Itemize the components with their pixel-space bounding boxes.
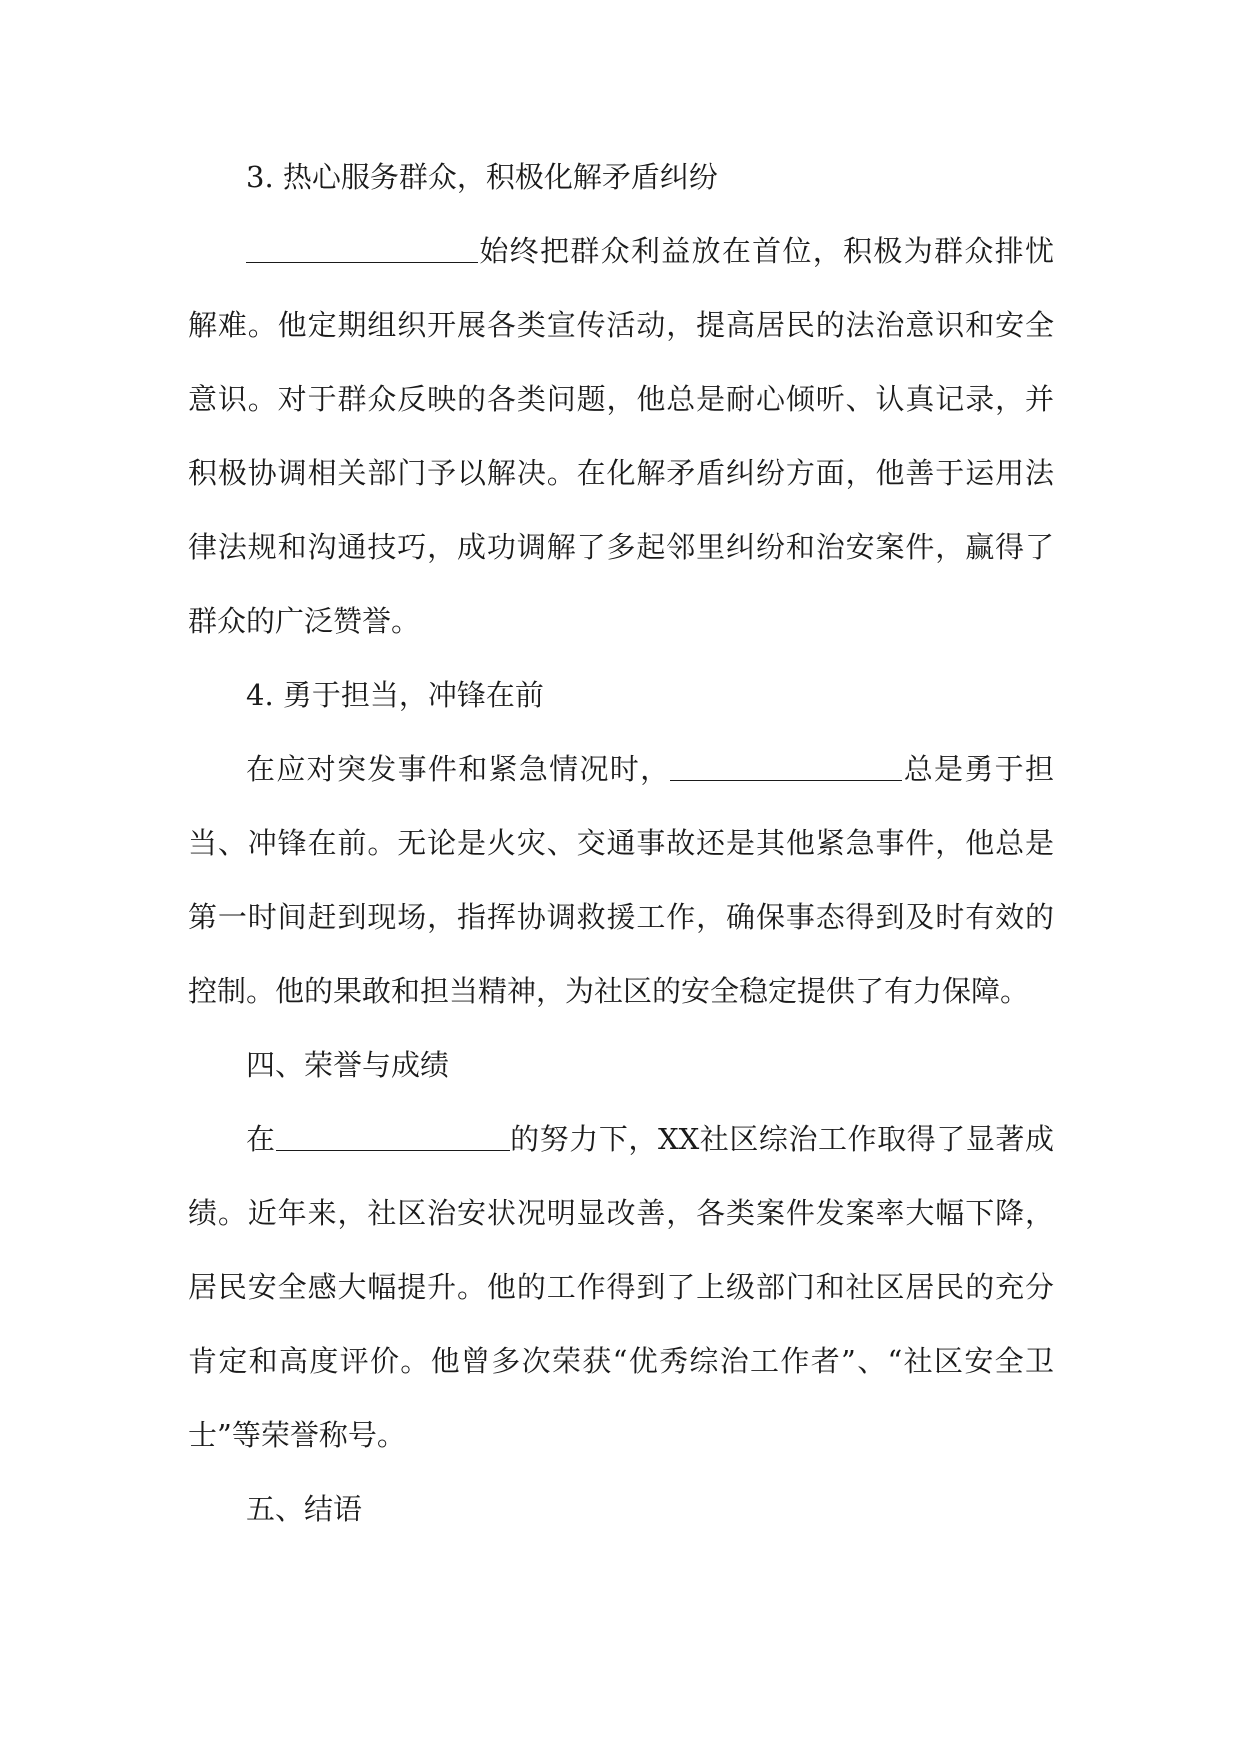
name-blank xyxy=(246,232,478,263)
paragraph-serve-masses xyxy=(188,214,1054,658)
paragraph-take-responsibility-lead: 在应对突发事件和紧急情况时， xyxy=(246,752,671,786)
paragraph-honors xyxy=(188,1102,1054,1472)
paragraph-take-responsibility-text: 总是勇于担当、冲锋在前。无论是火灾、交通事故还是其他紧急事件，他总是第一时间赶到现场，指挥协调救援工作，确保事态得到及时有效的控制。他的果敢和担当精神，为社区的安全稳定提供了有力保障。 xyxy=(188,752,1054,1008)
paragraph-honors-text: 的努力下，XX社区综治工作取得了显著成绩。近年来，社区治安状况明显改善，各类案件发案率大幅下降，居民安全感大幅提升。他的工作得到了上级部门和社区居民的充分肯定和高度评价。他曾多次荣获“优秀综治工作者”、“社区安全卫士”等荣誉称号。 xyxy=(188,1122,1054,1452)
paragraph-honors-lead: 在 xyxy=(246,1122,276,1156)
part-heading-conclusion: 五、结语 xyxy=(246,1492,363,1526)
paragraph-take-responsibility xyxy=(188,732,1054,1028)
section-heading-3: 3. 热心服务群众，积极化解矛盾纠纷 xyxy=(246,160,718,194)
name-blank xyxy=(670,750,902,781)
paragraph-serve-masses-text: 始终把群众利益放在首位，积极为群众排忧解难。他定期组织开展各类宣传活动，提高居民的法治意识和安全意识。对于群众反映的各类问题，他总是耐心倾听、认真记录，并积极协调相关部门予以解决。在化解矛盾纠纷方面，他善于运用法律法规和沟通技巧，成功调解了多起邻里纠纷和治安案件，赢得了群众的广泛赞誉。 xyxy=(188,234,1054,638)
document-body xyxy=(188,140,1054,1546)
name-blank xyxy=(276,1120,510,1151)
part-heading-honors: 四、荣誉与成绩 xyxy=(246,1048,450,1082)
section-heading-4: 4. 勇于担当，冲锋在前 xyxy=(246,678,544,712)
